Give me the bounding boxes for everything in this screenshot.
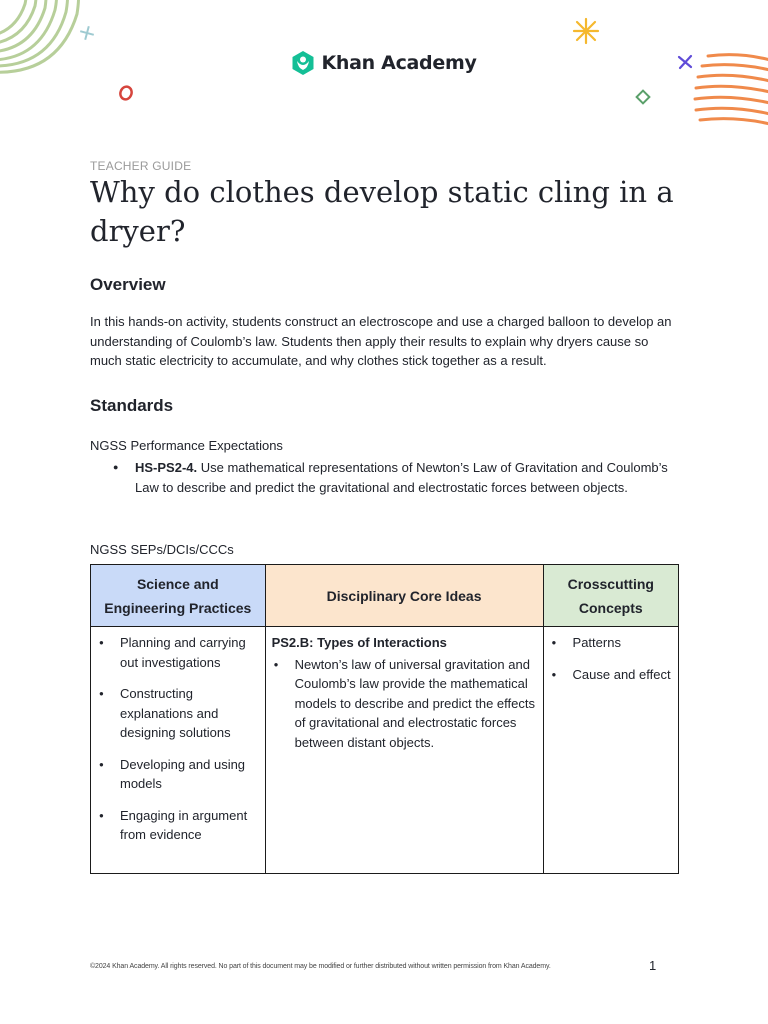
khan-academy-logo: [0, 50, 768, 76]
khan-academy-hexagon-icon: [291, 50, 315, 76]
sep-column-header: Science and Engineering Practices: [91, 565, 266, 627]
list-item: ● Cause and effect: [550, 665, 672, 685]
performance-expectations-list: [113, 458, 673, 497]
dci-list: [272, 655, 537, 753]
sep-cell: [91, 627, 266, 874]
table-header-row: [91, 565, 679, 627]
red-circle-decoration: [117, 84, 135, 102]
list-item: ● Constructing explanations and designing solutions: [97, 684, 259, 743]
star-decoration: [571, 16, 601, 46]
standard-code: HS-PS2-4.: [135, 460, 198, 475]
dci-cell: [265, 627, 543, 874]
list-item: ● Engaging in argument from evidence: [97, 806, 259, 845]
overview-heading: Overview: [90, 275, 166, 294]
list-item: ● Patterns: [550, 633, 672, 653]
sep-list: [97, 633, 259, 845]
list-item: ● Newton’s law of universal gravitation and Coulomb’s law provide the mathematical models to describe and predict the effects of gravitational and electrostatic forces between distant objects.: [272, 655, 537, 753]
table-row: [91, 627, 679, 874]
copyright-notice: ©2024 Khan Academy. All rights reserved. No part of this document may be modified or further distributed without written permission from Khan Academy.: [90, 963, 551, 970]
ccc-list: [550, 633, 672, 684]
list-item: ● Planning and carrying out investigations: [97, 633, 259, 672]
brand-name: Khan Academy: [321, 52, 477, 74]
plus-decoration: [78, 24, 96, 42]
standards-heading: Standards: [90, 396, 174, 415]
overview-paragraph: In this hands-on activity, students construct an electroscope and use a charged balloon to develop an understanding of Coulomb’s law. Students then apply their results to explain why dryers cause so much static electricity to accumulate, and why clothes stick together as a result.: [90, 314, 672, 368]
page-number: 1: [649, 958, 657, 973]
ngss-table-label: NGSS SEPs/DCIs/CCCs: [90, 542, 234, 557]
performance-expectation-item: [113, 458, 673, 497]
ccc-column-header: Crosscutting Concepts: [543, 565, 678, 627]
dci-subheading: PS2.B: Types of Interactions: [271, 635, 447, 650]
standards-table: [90, 564, 679, 874]
ccc-cell: [543, 627, 678, 874]
list-item: ● Developing and using models: [97, 755, 259, 794]
document-type-label: TEACHER GUIDE: [90, 159, 192, 173]
standard-description: Use mathematical representations of Newton’s Law of Gravitation and Coulomb’s Law to describe and predict the gravitational and electrostatic forces between objects.: [135, 460, 668, 495]
performance-expectations-label: NGSS Performance Expectations: [90, 438, 283, 453]
diamond-decoration: [634, 88, 652, 106]
dci-column-header: Disciplinary Core Ideas: [265, 565, 543, 627]
page-title: Why do clothes develop static cling in a dryer?: [90, 175, 674, 248]
